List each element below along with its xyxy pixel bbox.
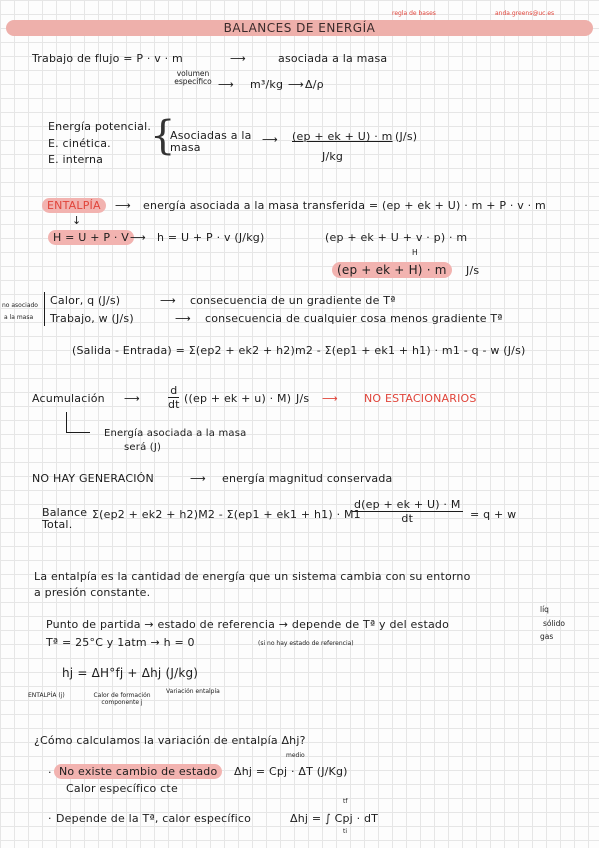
- topic-label: regla de bases: [392, 10, 436, 17]
- bullet-dot-icon: ·: [48, 766, 52, 779]
- ann-entalpia: ENTALPÍA (j): [28, 692, 65, 699]
- page-title: BALANCES DE ENERGÍA: [223, 21, 376, 35]
- acumulacion-sub1: Energía asociada a la masa: [104, 428, 247, 439]
- variacion-question: ¿Cómo calculamos la variación de entalpía Δhj?: [34, 734, 306, 747]
- bullet-2-lim-top: tf: [343, 798, 348, 805]
- arrow-icon: ⟶: [218, 78, 234, 91]
- state-gas: gas: [540, 632, 554, 641]
- acumulacion-units: J/s: [296, 392, 310, 405]
- h-definition-2: h = U + P · v (J/kg): [157, 231, 265, 244]
- calor: Calor, q (J/s): [50, 294, 121, 307]
- bullet-2: Depende de la Tª, calor específico: [56, 812, 252, 825]
- referencia-line-2: Tª = 25°C y 1atm → h = 0: [46, 636, 195, 649]
- hj-formula: hj = ΔH°fj + Δhj (J/kg): [62, 666, 199, 680]
- arrow-icon: ⟶: [322, 392, 338, 405]
- trabajo: Trabajo, w (J/s): [50, 312, 134, 325]
- bullet-1-top: medio: [286, 752, 305, 759]
- bullet-2-formula: Δhj = ∫ Cpj · dT: [290, 812, 379, 825]
- delta-rho: Δ/ρ: [305, 78, 324, 91]
- entalpia-formula: (ep + ek + U + v · p) · m: [325, 231, 468, 244]
- no-estacionarios: NO ESTACIONARIOS: [364, 392, 477, 405]
- energias-units: (J/s): [395, 130, 418, 143]
- state-solido: sólido: [543, 619, 566, 628]
- acumulacion-label: Acumulación: [32, 392, 105, 405]
- referencia-note: (si no hay estado de referencia): [258, 640, 354, 647]
- entalpia-label: ENTALPÍA: [42, 198, 106, 213]
- energia-potencial: Energía potencial.: [48, 120, 152, 133]
- energia-interna: E. interna: [48, 153, 104, 166]
- acumulacion-sub2: será (J): [124, 442, 162, 453]
- no-generacion: NO HAY GENERACIÓN: [32, 472, 154, 485]
- connector: [66, 412, 67, 432]
- arrow-icon: ⟶: [230, 52, 246, 65]
- bullet-dot-icon: ·: [48, 812, 52, 825]
- bullet-1-formula: Δhj = Cpj · ΔT (J/Kg): [234, 765, 348, 778]
- balance-label-1: Balance: [42, 506, 88, 519]
- trabajo-assoc: asociada a la masa: [278, 52, 388, 65]
- balance-general: (Salida - Entrada) = Σ(ep2 + ek2 + h2)m2 - Σ(ep1 + ek1 + h1) · m1 - q - w (J/s): [72, 344, 526, 357]
- generacion-desc: energía magnitud conservada: [222, 472, 393, 485]
- divider: [44, 292, 45, 326]
- energias-formula: (ep + ek + U) · m: [292, 130, 393, 143]
- energia-cinetica: E. cinética.: [48, 137, 111, 150]
- volumen-especifico: volumen específico: [174, 69, 212, 86]
- result-units: J/s: [466, 264, 480, 277]
- entalpia-desc: energía asociada a la masa transferida = (ep + ek + U) · m + P · v · m: [143, 199, 546, 212]
- balance-total-expr: Σ(ep2 + ek2 + h2)M2 - Σ(ep1 + ek1 + h1) · M1: [92, 508, 361, 521]
- arrow-icon: ⟶: [124, 392, 140, 405]
- brace-icon: {: [150, 113, 176, 159]
- side-label-1: no asociado: [2, 302, 38, 309]
- balance-label-2: Total.: [42, 518, 73, 531]
- bullet-2-lim-bottom: ti: [343, 828, 348, 835]
- d-dt-fraction: $\frac{d}{dt}$: [168, 384, 180, 411]
- referencia-line-1: Punto de partida → estado de referencia → depende de Tª y del estado: [46, 618, 450, 631]
- arrow-icon: ⟶: [288, 78, 304, 91]
- arrow-icon: ⟶: [115, 199, 131, 212]
- entalpia-result: (ep + ek + H) · m: [332, 262, 452, 278]
- arrow-icon: ⟶: [262, 133, 278, 146]
- h-label: H: [412, 248, 418, 257]
- arrow-icon: ⟶: [190, 472, 206, 485]
- side-label-2: a la masa: [4, 314, 34, 321]
- energias-den: J/kg: [322, 150, 344, 163]
- trabajo-desc: consecuencia de cualquier cosa menos gradiente Tª: [205, 312, 503, 325]
- ann-calor: Calor de formación componente j: [93, 692, 151, 706]
- state-liq: líq: [540, 605, 549, 614]
- bullet-1-sub: Calor específico cte: [66, 782, 178, 795]
- trabajo-flujo: Trabajo de flujo = P · v · m: [32, 52, 183, 65]
- connector: [66, 432, 90, 433]
- total-fraction: $\frac{d(ep + ek + U) \cdot M}{dt}$: [354, 498, 461, 525]
- units: m³/kg: [250, 78, 284, 91]
- arrow-icon: ⟶: [130, 231, 146, 244]
- asociadas-masa: Asociadas a la masa: [170, 129, 252, 154]
- bullet-1: No existe cambio de estado: [54, 764, 222, 779]
- arrow-icon: ⟶: [160, 294, 176, 307]
- def-line-1: La entalpía es la cantidad de energía que un sistema cambia con su entorno: [34, 570, 471, 583]
- arrow-icon: ⟶: [175, 312, 191, 325]
- h-definition: H = U + P · V: [48, 230, 134, 245]
- author-label: anda.greens@uc.es: [495, 10, 555, 17]
- balance-rhs: = q + w: [470, 508, 517, 521]
- acumulacion-expr: ((ep + ek + u) · M): [184, 392, 292, 405]
- arrow-down-icon: ↓: [72, 214, 82, 227]
- ann-variacion: Variación entalpía: [166, 688, 220, 695]
- def-line-2: a presión constante.: [34, 586, 151, 599]
- calor-desc: consecuencia de un gradiente de Tª: [190, 294, 396, 307]
